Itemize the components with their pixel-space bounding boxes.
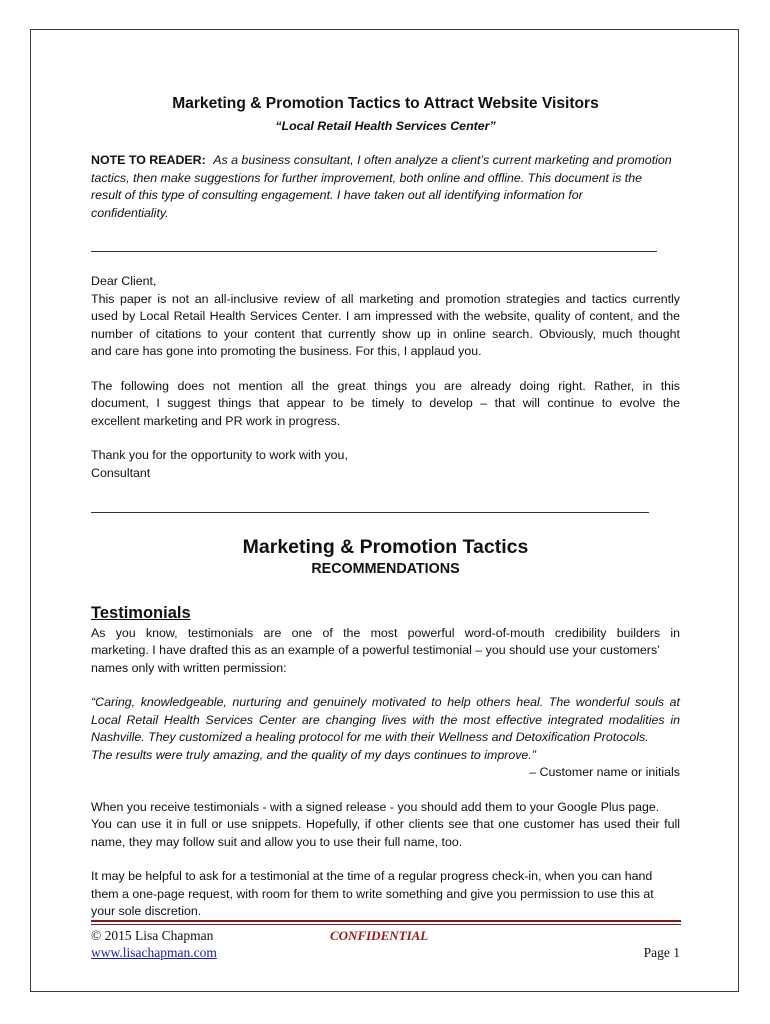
footer-copyright: © 2015 Lisa Chapman [91,928,214,943]
letter-signature: Consultant [91,466,151,480]
note-line-1 [91,151,680,169]
letter-line: and care has gone into promoting the business. For this, I applaud you. [91,344,482,358]
letter-line: number of citations to your content that currently show up in online search. Obviously, much thought [91,327,680,341]
quote-line: Nashville. They customized a healing protocol for me with their Wellness and Detoxification Protocols. [91,730,649,744]
testimonials-line: As you know, testimonials are one of the most powerful word-of-mouth credibility builders in [91,626,680,640]
footer-rule-thin [91,924,681,925]
letter-line: used by Local Retail Health Services Center. I am impressed with the website, quality of content, and the [91,309,680,323]
note-line-2: tactics, then make suggestions for further improvement, both online and offline. This document is the [91,171,642,185]
document-subtitle: “Local Retail Health Services Center” [275,119,496,133]
footer-confidential: CONFIDENTIAL [330,928,429,943]
footer-website-link[interactable]: www.lisachapman.com [91,945,217,960]
testimonials-line: name, they may follow suit and allow you to use their full name, too. [91,835,463,849]
note-label: NOTE TO READER: [91,153,206,167]
letter-line: document, I suggest things that appear to be timely to develop – that will continue to evolve the [91,396,680,410]
letter-greeting: Dear Client, [91,274,157,288]
page-number: Page 1 [643,945,680,960]
testimonials-heading: Testimonials [91,604,191,622]
testimonials-line: It may be helpful to ask for a testimonial at the time of a regular progress check-in, when you can hand [91,869,653,883]
testimonials-line: names only with written permission: [91,661,287,675]
testimonials-line: You can use it in full or use snippets. Hopefully, if other clients see that one customer has used their full [91,817,680,831]
quote-line: “Caring, knowledgeable, nurturing and genuinely motivated to help others heal. The wonderful souls at [91,695,680,709]
quote-line: Local Retail Health Services Center are changing lives with the most effective integrated modalities in [91,713,680,727]
note-line-3: result of this type of consulting engagement. I have taken out all identifying information for [91,188,583,202]
note-text: As a business consultant, I often analyze a client’s current marketing and promotion [213,153,672,167]
divider [91,251,657,252]
letter-closing: Thank you for the opportunity to work with you, [91,448,348,462]
testimonials-line: When you receive testimonials - with a signed release - you should add them to your Google Plus page. [91,800,660,814]
section-subtitle: RECOMMENDATIONS [311,561,460,577]
letter-line: The following does not mention all the great things you are already doing right. Rather, in this [91,379,680,393]
letter-line: excellent marketing and PR work in progress. [91,414,341,428]
section-title: Marketing & Promotion Tactics [242,536,529,558]
testimonials-line: your sole discretion. [91,904,202,918]
footer-rule [91,920,681,922]
divider [91,512,649,513]
testimonials-line: marketing. I have drafted this as an example of a powerful testimonial – you should use your customers’ [91,643,660,657]
letter-line: This paper is not an all-inclusive review of all marketing and promotion strategies and tactics currently [91,292,680,306]
note-line-4: confidentiality. [91,206,169,220]
quote-line: The results were truly amazing, and the quality of my days continues to improve.” [91,748,536,762]
quote-attribution: – Customer name or initials [529,765,680,779]
testimonials-line: them a one-page request, with room for them to write something and give you permission to use this at [91,887,654,901]
document-title: Marketing & Promotion Tactics to Attract Website Visitors [172,95,599,112]
